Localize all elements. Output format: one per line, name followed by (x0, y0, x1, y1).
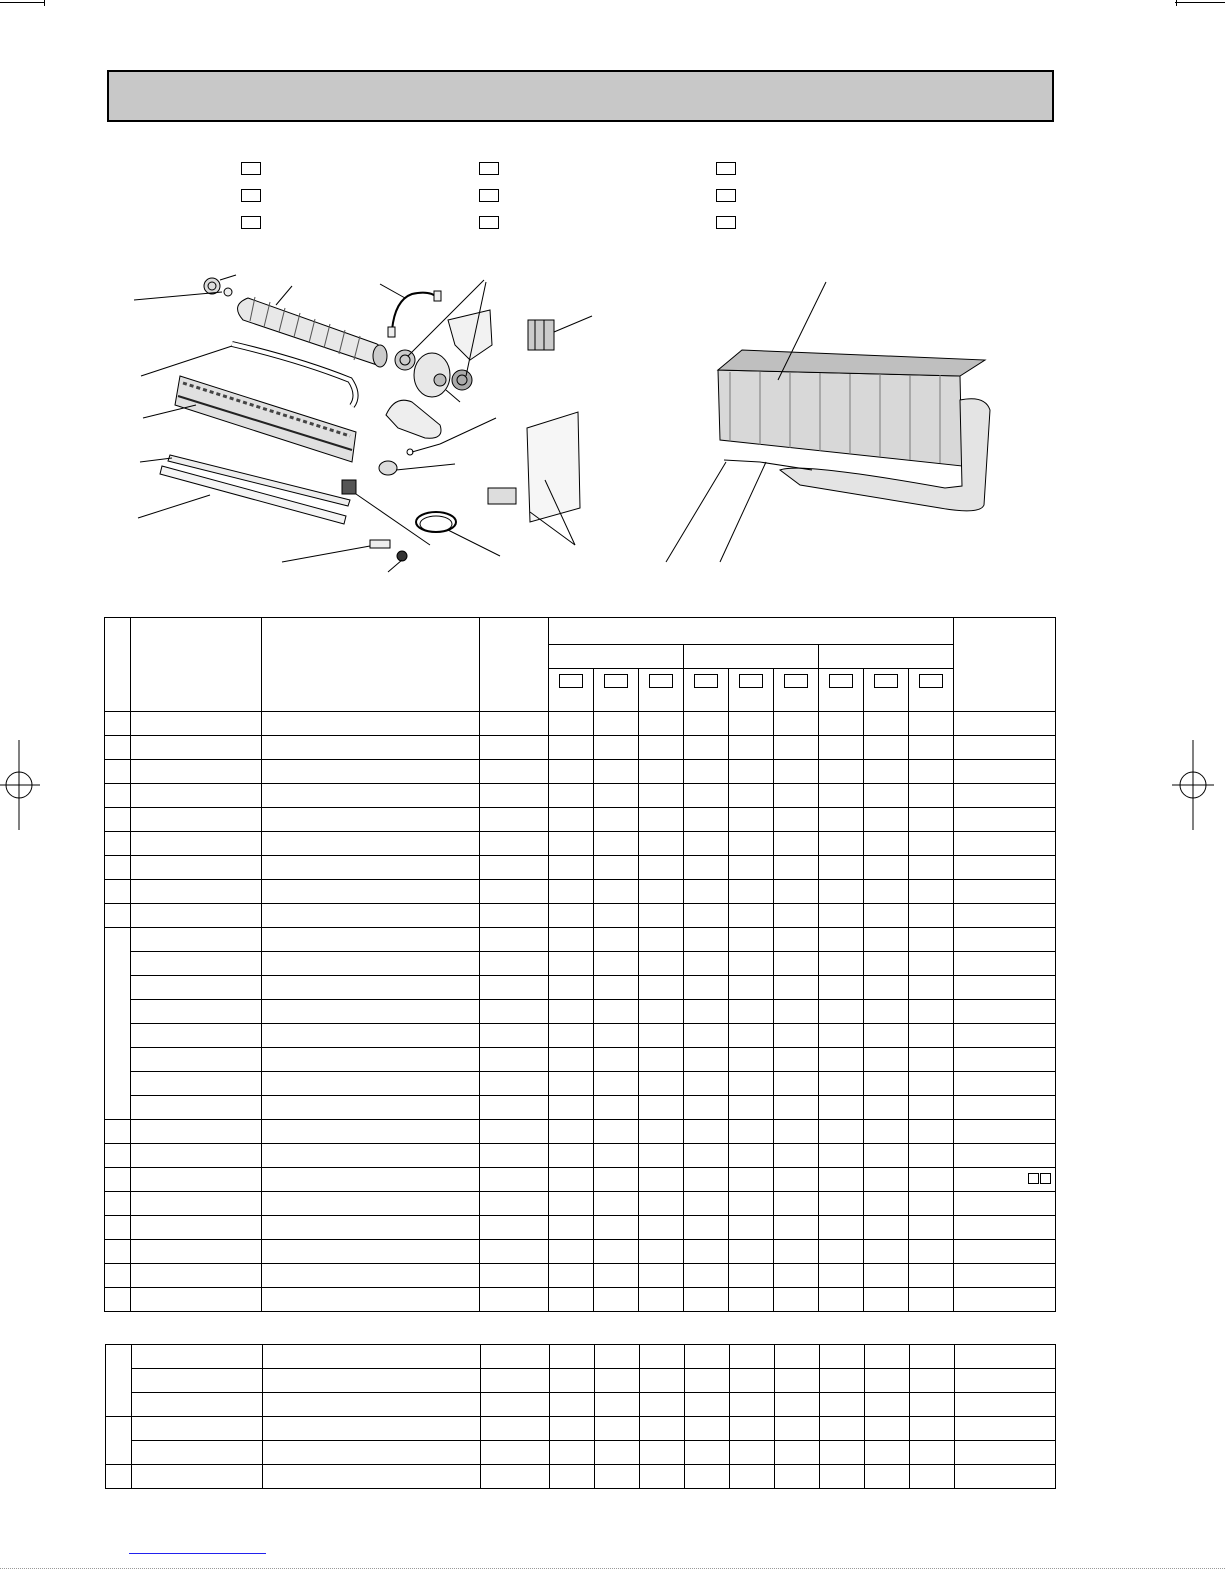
header-part-no (131, 618, 262, 712)
model-cell (909, 669, 954, 712)
lead-wire-part (380, 284, 441, 337)
model-cell (774, 669, 819, 712)
table-row (105, 712, 1056, 736)
bottom-small-parts (282, 540, 407, 572)
page-link-rule[interactable] (129, 1553, 266, 1554)
table-row (105, 1120, 1056, 1144)
registration-mark-right (1172, 740, 1214, 830)
table-row (105, 928, 1056, 952)
model-cell (594, 669, 639, 712)
model-cell (864, 669, 909, 712)
model-cell (684, 669, 729, 712)
header-no (105, 618, 131, 712)
table-row (105, 904, 1056, 928)
heat-exchanger-part (666, 282, 990, 562)
table-row (105, 1264, 1056, 1288)
exploded-view-illustration (0, 0, 1225, 600)
table-row (105, 1288, 1056, 1312)
table-row (105, 1024, 1056, 1048)
table-row (105, 856, 1056, 880)
terminal-block-part (528, 316, 592, 350)
table-row (105, 976, 1056, 1000)
table-row (105, 1096, 1056, 1120)
table-row (105, 808, 1056, 832)
table-row (105, 736, 1056, 760)
registration-mark-left (0, 740, 40, 830)
model-cell (549, 669, 594, 712)
table-row (106, 1345, 1056, 1369)
table-row (105, 784, 1056, 808)
drain-hose-part (141, 344, 356, 406)
table-header-row (105, 618, 1056, 645)
grouped-no-cell (106, 1345, 132, 1417)
table-row (106, 1441, 1056, 1465)
model-group (819, 645, 954, 669)
vane-part (138, 455, 350, 524)
table-row (105, 1000, 1056, 1024)
model-group (549, 645, 684, 669)
header-part-name (262, 618, 480, 712)
table-row (106, 1465, 1056, 1489)
table-row (106, 1393, 1056, 1417)
table-row (105, 832, 1056, 856)
electronic-control-pcb-part (488, 412, 580, 545)
table-row (105, 760, 1056, 784)
fan-bearing-part (134, 275, 236, 300)
table-row (105, 1144, 1056, 1168)
coil-lead-part (416, 512, 500, 556)
model-cell (729, 669, 774, 712)
table-row (105, 1048, 1056, 1072)
parts-list-table (104, 617, 1056, 1312)
remarks-boxes (954, 1168, 1056, 1192)
model-cell (639, 669, 684, 712)
model-group (684, 645, 819, 669)
header-qty-per-unit (549, 618, 954, 645)
header-remarks (954, 618, 1056, 712)
table-row (105, 1192, 1056, 1216)
accessory-parts-table (105, 1344, 1056, 1489)
cross-flow-fan-part (238, 286, 387, 367)
table-row (105, 1072, 1056, 1096)
fan-motor-part (386, 280, 492, 438)
table-row (106, 1417, 1056, 1441)
table-row (106, 1369, 1056, 1393)
table-row (105, 1168, 1056, 1192)
page-bottom-edge (0, 1568, 1225, 1569)
table-row (105, 952, 1056, 976)
table-row (105, 1216, 1056, 1240)
grouped-no-cell (106, 1417, 132, 1465)
grouped-no-cell (105, 928, 131, 1120)
table-row (105, 1240, 1056, 1264)
nozzle-part (143, 376, 356, 462)
table-row (105, 880, 1056, 904)
model-cell (819, 669, 864, 712)
header-symbol (480, 618, 549, 712)
